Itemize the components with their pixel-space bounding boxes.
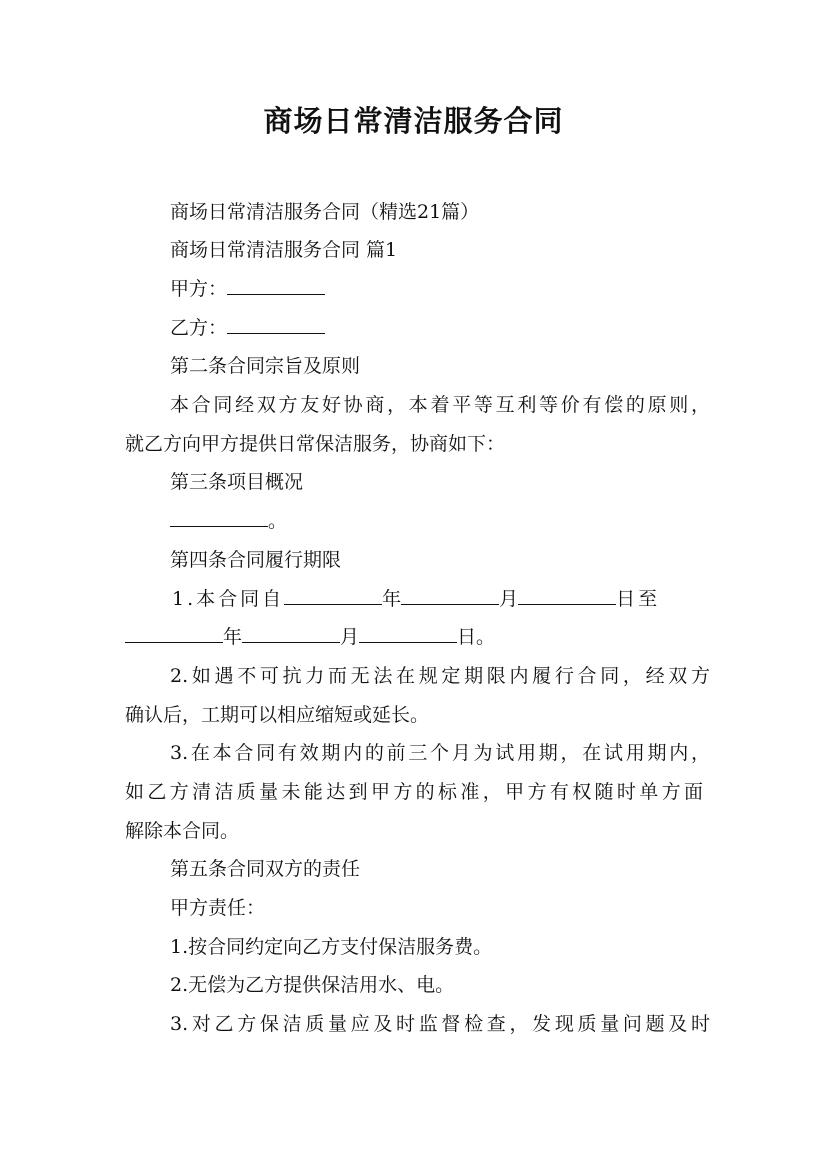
document-title: 商场日常清洁服务合同 (263, 104, 564, 138)
party-a-duty-3: 3.对乙方保洁质量应及时监督检查，发现质量问题及时 (170, 1013, 710, 1035)
a4-1-prefix: 1.本合同自 (172, 588, 285, 610)
start-year-blank (284, 603, 382, 605)
end-month-label: 月 (340, 626, 360, 648)
party-a-duty-2: 2.无偿为乙方提供保洁用水、电。 (170, 974, 455, 996)
party-b-blank (227, 332, 325, 334)
end-day-blank (359, 641, 457, 643)
article-2-paragraph-line-1: 本合同经双方友好协商，本着平等互利等价有偿的原则， (170, 394, 710, 416)
article-2-paragraph-line-2: 就乙方向甲方提供日常保洁服务，协商如下： (125, 433, 506, 455)
article-4-item-2-line-2: 确认后，工期可以相应缩短或延长。 (125, 704, 430, 726)
start-year-label: 年 (382, 588, 402, 610)
end-day-label: 日。 (457, 626, 496, 648)
article-4-item-1-line-1 (172, 580, 703, 618)
article-4-title: 第四条合同履行期限 (170, 549, 342, 571)
party-a-duties-heading: 甲方责任： (170, 897, 266, 919)
party-a-label: 甲方： (170, 278, 228, 300)
end-year-label: 年 (223, 626, 243, 648)
end-year-blank (125, 641, 223, 643)
article-4-item-3-line-1: 3.在本合同有效期内的前三个月为试用期，在试用期内， (170, 742, 710, 764)
article-3-end-mark: 。 (268, 510, 288, 532)
end-month-blank (242, 641, 340, 643)
party-a-line (170, 270, 710, 308)
party-b-line (170, 309, 710, 347)
article-4-item-3-line-3: 解除本合同。 (125, 820, 240, 842)
party-a-blank (227, 293, 325, 295)
party-b-label: 乙方： (170, 317, 228, 339)
start-day-blank (518, 603, 616, 605)
project-overview-blank (170, 525, 268, 527)
start-month-label: 月 (499, 588, 519, 610)
part-heading: 商场日常清洁服务合同 篇1 (170, 239, 398, 261)
article-4-item-2-line-1: 2.如遇不可抗力而无法在规定期限内履行合同，经双方 (170, 665, 710, 687)
subtitle: 商场日常清洁服务合同（精选21篇） (170, 201, 480, 223)
article-4-item-1-line-2 (125, 618, 703, 656)
article-5-title: 第五条合同双方的责任 (170, 858, 361, 880)
article-2-title: 第二条合同宗旨及原则 (170, 355, 361, 377)
party-a-duty-1: 1.按合同约定向乙方支付保洁服务费。 (170, 936, 493, 958)
article-4-item-3-line-2: 如乙方清洁质量未能达到甲方的标准，甲方有权随时单方面 (125, 781, 703, 803)
start-day-label: 日至 (616, 588, 661, 610)
start-month-blank (401, 603, 499, 605)
article-3-title: 第三条项目概况 (170, 471, 304, 493)
article-3-blank-line (170, 502, 710, 540)
